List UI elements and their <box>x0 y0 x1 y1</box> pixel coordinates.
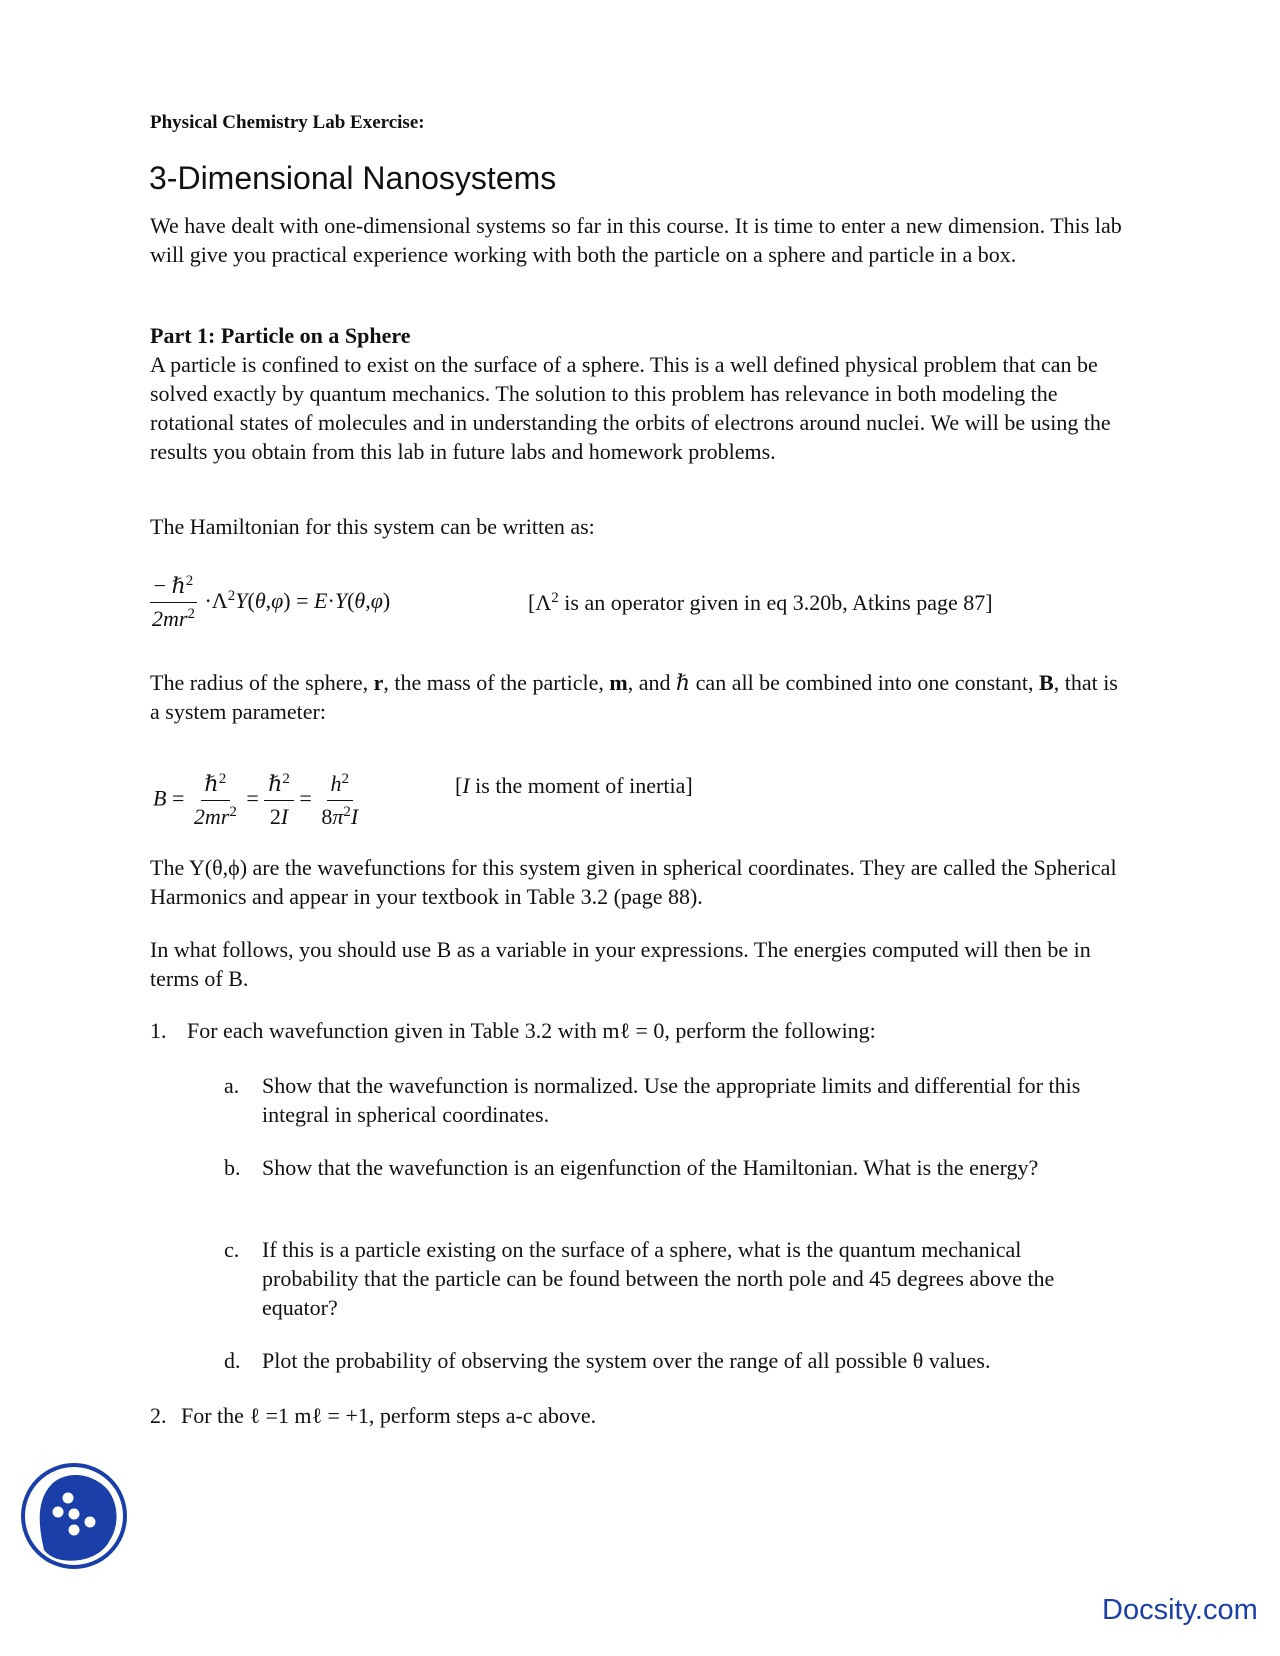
document-title: 3-Dimensional Nanosystems <box>149 160 557 196</box>
question-1a: a. Show that the wavefunction is normalized. Use the appropriate limits and differential for this integral in spherical coordinates. <box>224 1073 1081 1127</box>
question-1c: c. If this is a particle existing on the surface of a sphere, what is the quantum mechanical probability that the particle can be found between the north pole and 45 degrees above the equator? <box>224 1237 1055 1320</box>
lambda-operator-note: [$\Lambda^2$ is an operator given in eq 3.20b, Atkins page 87] <box>528 590 993 615</box>
wavefunctions-paragraph: The Y(θ,ϕ) are the wavefunctions for this system given in spherical coordinates. They are called the Spherical Harmonics and appear in your textbook in Table 3.2 (page 88). <box>150 855 1117 909</box>
document-eyebrow: Physical Chemistry Lab Exercise: <box>150 112 425 133</box>
radius-paragraph: The radius of the sphere, r, the mass of the particle, m, and ℏ can all be combined into one constant, B, that is a system parameter: <box>150 670 1118 724</box>
part1-section <box>150 321 1130 466</box>
question-1d: d. Plot the probability of observing the system over the range of all possible θ values. <box>224 1348 991 1373</box>
b-constant-equation: B = $\frac{\hbar^2}{2mr^2}$ = $\frac{\hbar^2}{2I}$ = $\frac{h^2}{8\pi^2I}$ <box>153 771 359 829</box>
docsity-brand-link[interactable]: Docsity.com <box>1102 1594 1258 1626</box>
intro-paragraph: We have dealt with one-dimensional systems so far in this course. It is time to enter a new dimension. This lab will give you practical experience working with both the particle on a sphere and particle in a box. <box>150 213 1122 267</box>
hamiltonian-equation: $\frac{- \hbar^2}{2mr^2}$ $\cdot\Lambda^2Y(\theta,\varphi) = E\cdot Y(\theta,\varphi)$ <box>148 572 390 633</box>
question-1: 1. For each wavefunction given in Table 3.2 with mℓ = 0, perform the following: <box>150 1018 876 1043</box>
part1-text: A particle is confined to exist on the surface of a sphere. This is a well defined physical problem that can be solved exactly by quantum mechanics. The solution to this problem has relevance in both modeling the rotational states of molecules and in understanding the orbits of electrons around nuclei. We will be using the results you obtain from this lab in future labs and homework problems. <box>150 352 1111 464</box>
question-1b: b. Show that the wavefunction is an eigenfunction of the Hamiltonian. What is the energy? <box>224 1155 1039 1180</box>
question-2: 2. For the ℓ =1 mℓ = +1, perform steps a-c above. <box>150 1403 597 1428</box>
inertia-note: [I is the moment of inertia] <box>455 773 693 798</box>
docsity-logo-icon[interactable] <box>20 1462 128 1570</box>
b-variable-paragraph: In what follows, you should use B as a variable in your expressions. The energies computed will then be in terms of B. <box>150 937 1091 991</box>
hamiltonian-intro: The Hamiltonian for this system can be written as: <box>150 514 595 539</box>
part1-heading: Part 1: Particle on a Sphere <box>150 323 411 348</box>
